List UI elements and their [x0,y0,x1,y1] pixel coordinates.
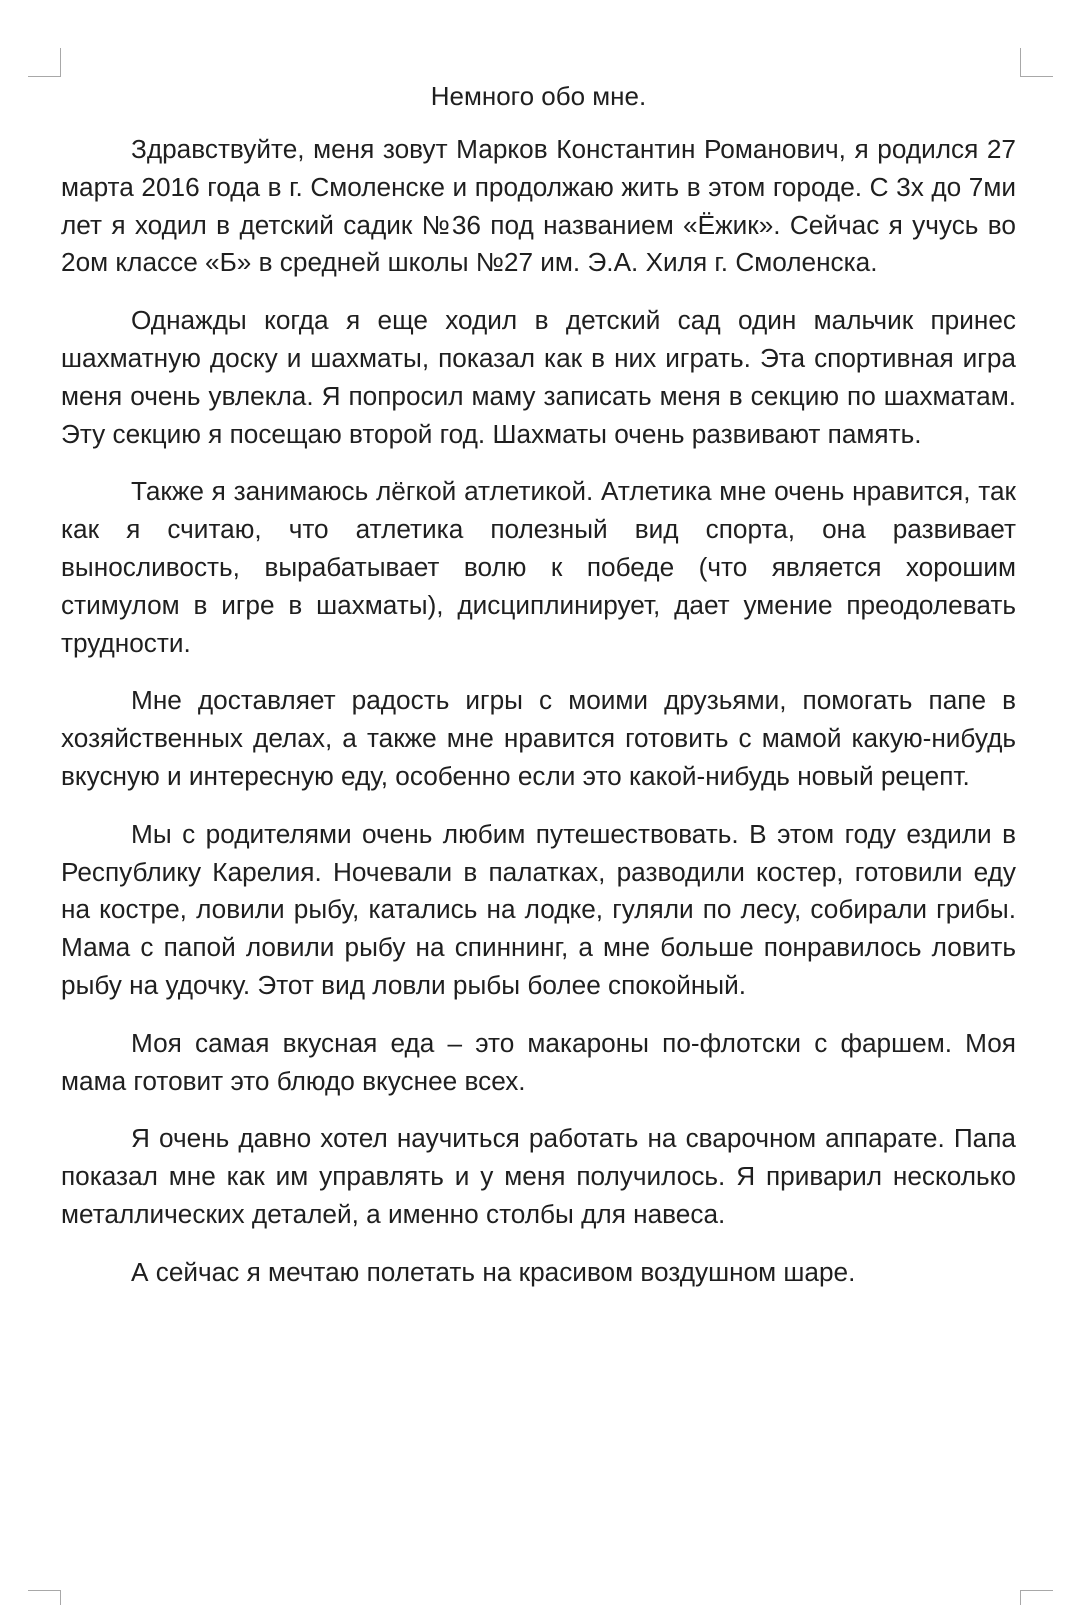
crop-mark-bottom-right [1020,1590,1053,1605]
crop-mark-top-left [28,48,61,77]
paragraph-athletics: Также я занимаюсь лёгкой атлетикой. Атлетика мне очень нравится, так как я считаю, что атлетика полезный вид спорта, она развивает выносливость, вырабатывает волю к победе (что является хорошим стимулом в игре в шахматы), дисциплинирует, дает умение преодолевать трудности. [61,476,1016,658]
paragraph-dream: А сейчас я мечтаю полетать на красивом воздушном шаре. [131,1256,856,1287]
document-title: Немного обо мне. [430,81,647,111]
paragraph-travel: Мы с родителями очень любим путешествовать. В этом году ездили в Республику Карелия. Ночевали в палатках, разводили костер, готовили еду на костре, ловили рыбу, катались на лодке, гуляли по лесу, собирали грибы. Мама с папой ловили рыбу на спиннинг, а мне больше понравилось ловить рыбу на удочку. Этот вид ловли рыбы более спокойный. [61,818,1016,1000]
paragraph-intro: Здравствуйте, меня зовут Марков Константин Романович, я родился 27 марта 2016 года в г. Смоленске и продолжаю жить в этом городе. С 3х до 7ми лет я ходил в детский садик №36 под названием «Ёжик». Сейчас я учусь во 2ом классе «Б» в средней школы №27 им. Э.А. Хиля г. Смоленска. [61,134,1016,278]
crop-mark-bottom-left [28,1590,61,1605]
document-body [61,74,1016,1312]
paragraph-hobbies: Мне доставляет радость игры с моими друзьями, помогать папе в хозяйственных делах, а также мне нравится готовить с мамой какую-нибудь вкусную и интересную еду, особенно если это какой-нибудь новый рецепт. [61,685,1016,791]
paragraph-chess: Однажды когда я еще ходил в детский сад один мальчик принес шахматную доску и шахматы, показал как в них играть. Эта спортивная игра меня очень увлекла. Я попросил маму записать меня в секцию по шахматам. Эту секцию я посещаю второй год. Шахматы очень развивают память. [61,305,1016,449]
paragraph-food: Моя самая вкусная еда – это макароны по-флотски с фаршем. Моя мама готовит это блюдо вкуснее всех. [61,1027,1016,1096]
paragraph-welding: Я очень давно хотел научиться работать на сварочном аппарате. Папа показал мне как им управлять и у меня получилось. Я приварил несколько металлических деталей, а именно столбы для навеса. [61,1123,1016,1229]
crop-mark-top-right [1020,48,1053,77]
